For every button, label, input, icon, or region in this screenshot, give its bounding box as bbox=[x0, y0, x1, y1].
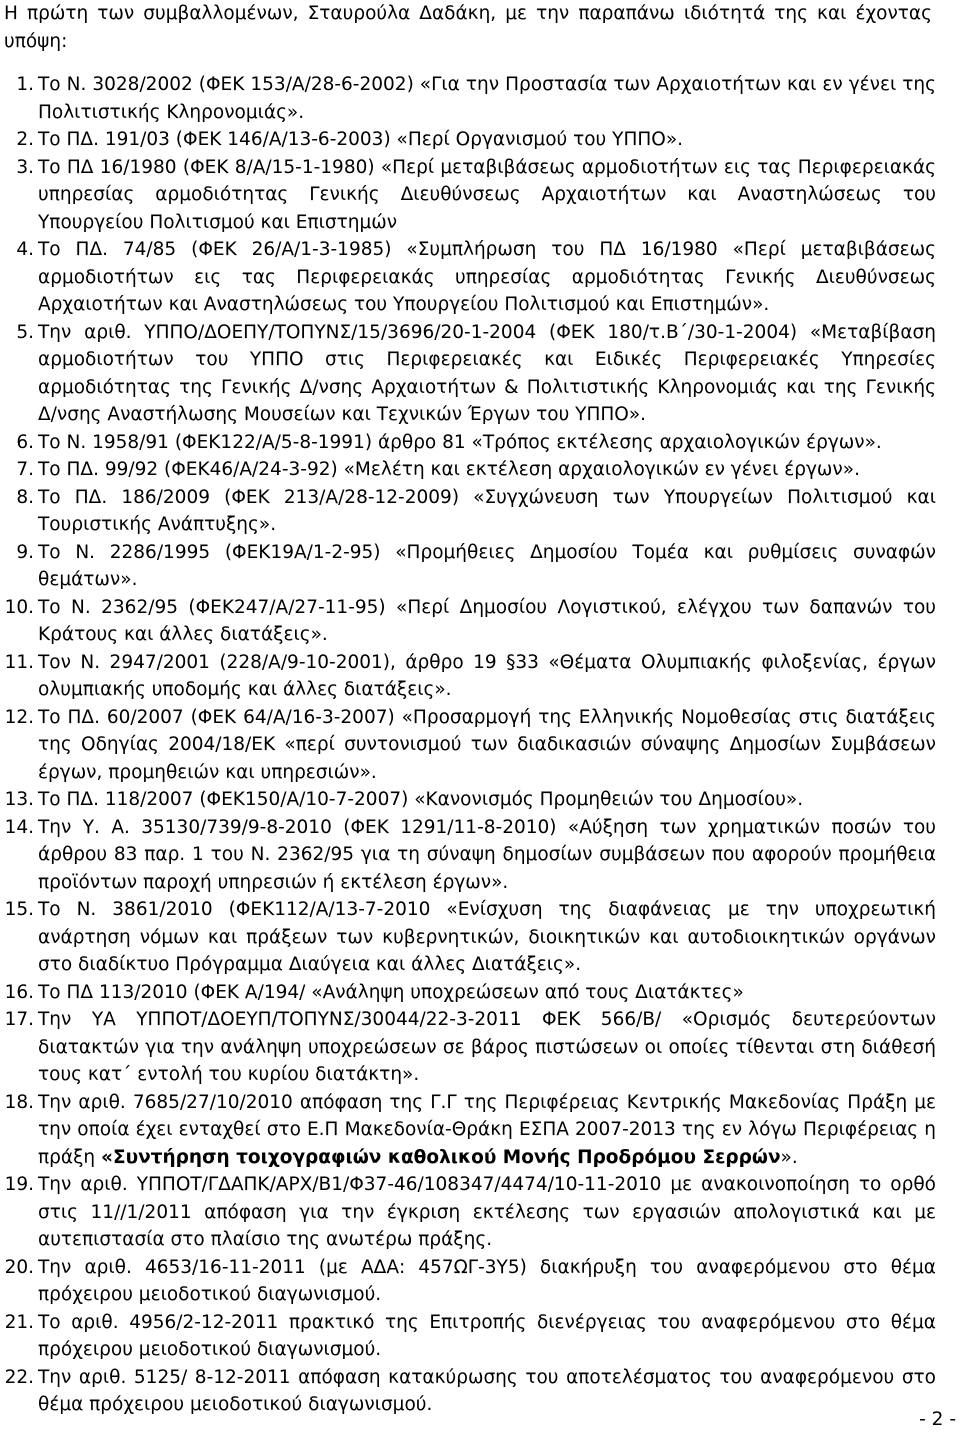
list-item-number: 2. bbox=[16, 129, 34, 150]
list-item-text: Το Ν. 3028/2002 (ΦΕΚ 153/Α/28-6-2002) «Για την Προστασία των Αρχαιοτήτων και εν γένει της Πολιτιστικής Κληρονομιάς». bbox=[38, 74, 936, 123]
list-item bbox=[0, 594, 936, 649]
list-item bbox=[0, 429, 936, 457]
list-item-bold-text: «Συντήρηση τοιχογραφιών καθολικού Μονής Προδρόμου Σερρών bbox=[101, 1146, 781, 1168]
list-item-number: 8. bbox=[16, 486, 34, 508]
page-number: - 2 - bbox=[919, 1409, 956, 1430]
list-item-text: Το Ν. 1958/91 (ΦΕΚ122/Α/5-8-1991) άρθρο 81 «Τρόπος εκτέλεσης αρχαιολογικών έργων». bbox=[38, 431, 882, 453]
list-item-text: Το Ν. 3861/2010 (ΦΕΚ112/Α/13-7-2010 «Ενίσχυση της διαφάνειας με την υποχρεωτική ανάρτηση νόμων και πράξεων των κυβερνητικών, διοικητικών και αυτοδιοικητικών οργάνων στο διαδίκτυο Πρόγραμμα Διαύγεια και άλλες Διατάξεις». bbox=[38, 899, 936, 975]
legal-references-list bbox=[0, 71, 936, 1419]
list-item-number: 19. bbox=[4, 1174, 34, 1195]
list-item-number: 9. bbox=[16, 541, 34, 563]
list-item-text: Το ΠΔ. 191/03 (ΦΕΚ 146/Α/13-6-2003) «Περί Οργανισμού του ΥΠΠΟ». bbox=[38, 129, 684, 150]
list-item-number: 12. bbox=[4, 706, 34, 728]
list-item bbox=[0, 1089, 936, 1172]
list-item-number: 3. bbox=[16, 156, 34, 178]
list-item-number: 21. bbox=[4, 1311, 34, 1333]
list-item-number: 11. bbox=[4, 651, 34, 673]
list-item-text: Το ΠΔ. 118/2007 (ΦΕΚ150/Α/10-7-2007) «Κανονισμός Προμηθειών του Δημοσίου». bbox=[38, 789, 804, 810]
list-item bbox=[0, 71, 936, 126]
list-item bbox=[0, 236, 936, 319]
list-item-text: Το ΠΔ 16/1980 (ΦΕΚ 8/Α/15-1-1980) «Περί μεταβιβάσεως αρμοδιοτήτων εις τας Περιφερειακάς υπηρεσίας αρμοδιότητας Γενικής Διευθύνσεως Αρχαιοτήτων και Αναστηλώσεως του Υπουργείου Πολιτισμού και Επιστημών bbox=[38, 156, 936, 233]
list-item-number: 4. bbox=[16, 239, 34, 260]
list-item-number: 16. bbox=[4, 981, 34, 1003]
intro-paragraph: Η πρώτη των συμβαλλομένων, Σταυρούλα Δαδάκη, με την παραπάνω ιδιότητά της και έχοντας υπόψη: bbox=[4, 3, 932, 52]
list-item bbox=[0, 649, 936, 704]
list-item bbox=[0, 154, 936, 237]
list-item bbox=[0, 786, 936, 814]
list-item-text: Το Ν. 2362/95 (ΦΕΚ247/Α/27-11-95) «Περί Δημοσίου Λογιστικού, ελέγχου των δαπανών του Κράτους και άλλες διατάξεις». bbox=[38, 596, 936, 645]
list-item-number: 13. bbox=[4, 789, 34, 810]
list-item-number: 5. bbox=[16, 321, 34, 343]
list-item-number: 20. bbox=[4, 1256, 34, 1278]
list-item-number: 18. bbox=[4, 1091, 34, 1113]
list-item-text: Την αριθ. ΥΠΠΟΤ/ΓΔΑΠΚ/ΑΡΧ/Β1/Φ37-46/108347/4474/10-11-2010 με ανακοινοποίηση το ορθό στις 11//1/2011 απόφαση για την έγκριση εκτέλεσης των εργασιών απολογιστικά και με αυτεπιστασία στο πλαίσιο της ανωτέρω πράξης. bbox=[38, 1174, 936, 1250]
list-item-text: Τον Ν. 2947/2001 (228/Α/9-10-2001), άρθρο 19 §33 «Θέματα Ολυμπιακής φιλοξενίας, έργων ολυμπιακής υποδομής και άλλες διατάξεις». bbox=[38, 651, 936, 700]
list-item bbox=[0, 484, 936, 539]
list-item-number: 15. bbox=[4, 899, 34, 920]
list-item bbox=[0, 1254, 936, 1309]
list-item-text: Το ΠΔ. 60/2007 (ΦΕΚ 64/Α/16-3-2007) «Προσαρμογή της Ελληνικής Νομοθεσίας στις διατάξεις της Οδηγίας 2004/18/ΕΚ «περί συντονισμού των διαδικασιών σύναψης Δημοσίων Συμβάσεων έργων, προμηθειών και υπηρεσιών». bbox=[38, 706, 936, 783]
list-item bbox=[0, 896, 936, 979]
list-item-text-end: ». bbox=[780, 1146, 798, 1168]
list-item-text: Την αριθ. 7685/27/10/2010 απόφαση της Γ.Γ της Περιφέρειας Κεντρικής Μακεδονίας Πράξη με την οποία έχει ενταχθεί στο Ε.Π Μακεδονία-Θράκη ΕΣΠΑ 2007-2013 της εν λόγω Περιφέρειας η πράξη bbox=[38, 1091, 936, 1168]
list-item bbox=[0, 704, 936, 787]
list-item-number: 6. bbox=[16, 431, 34, 453]
list-item-number: 10. bbox=[4, 596, 34, 618]
list-item-number: 17. bbox=[4, 1009, 34, 1030]
list-item-number: 14. bbox=[4, 816, 34, 838]
list-item bbox=[0, 1309, 936, 1364]
list-item bbox=[0, 456, 936, 484]
list-item-text: Το ΠΔ. 74/85 (ΦΕΚ 26/Α/1-3-1985) «Συμπλήρωση του ΠΔ 16/1980 «Περί μεταβιβάσεως αρμοδιοτήτων εις τας Περιφερειακάς υπηρεσίας αρμοδιότητας Γενικής Διευθύνσεως Αρχαιοτήτων και Αναστηλώσεως του Υπουργείου Πολιτισμού και Επιστημών». bbox=[38, 239, 936, 315]
list-item bbox=[0, 126, 936, 154]
list-item-number: 1. bbox=[16, 74, 34, 95]
list-item-number: 7. bbox=[16, 459, 34, 480]
list-item-text: Το ΠΔ 113/2010 (ΦΕΚ Α/194/ «Ανάληψη υποχρεώσεων από τους Διατάκτες» bbox=[38, 981, 744, 1003]
list-item-text: Το ΠΔ. 99/92 (ΦΕΚ46/Α/24-3-92) «Μελέτη και εκτέλεση αρχαιολογικών εν γένει έργων». bbox=[38, 459, 860, 480]
list-item-text: Την αριθ. ΥΠΠΟ/ΔΟΕΠΥ/ΤΟΠΥΝΣ/15/3696/20-1-2004 (ΦΕΚ 180/τ.Β΄/30-1-2004) «Μεταβίβαση αρμοδιοτήτων του ΥΠΠΟ στις Περιφερειακές και Ειδικές Περιφερειακές Υπηρεσίες αρμοδιότητας της Γενικής Δ/νσης Αρχαιοτήτων & Πολιτιστικής Κληρονομιάς και της Γενικής Δ/νσης Αναστήλωσης Μουσείων και Τεχνικών Έργων του ΥΠΠΟ». bbox=[38, 321, 936, 425]
list-item-text: Την αριθ. 5125/ 8-12-2011 απόφαση κατακύρωσης του αποτελέσματος του αναφερόμενου στο θέμα πρόχειρου μειοδοτικού διαγωνισμού. bbox=[38, 1366, 936, 1415]
list-item bbox=[0, 1171, 936, 1254]
list-item-text: Την αριθ. 4653/16-11-2011 (με ΑΔΑ: 457ΩΓ-3Υ5) διακήρυξη του αναφερόμενου στο θέμα πρόχειρου μειοδοτικού διαγωνισμού. bbox=[38, 1256, 936, 1305]
list-item bbox=[0, 1006, 936, 1089]
list-item-text: Το αριθ. 4956/2-12-2011 πρακτικό της Επιτροπής διενέργειας του αναφερόμενου στο θέμα πρόχειρου μειοδοτικού διαγωνισμού. bbox=[38, 1311, 936, 1360]
list-item-text: Την ΥΑ ΥΠΠΟΤ/ΔΟΕΥΠ/ΤΟΠΥΝΣ/30044/22-3-2011 ΦΕΚ 566/Β/ «Ορισμός δευτερεύοντων διατακτών για την ανάληψη υποχρεώσεων σε βάρος πιστώσεων οι οποίες τίθενται στη διάθεσή τους κατ΄ εντολή του κυρίου διατάκτη». bbox=[38, 1009, 936, 1085]
list-item bbox=[0, 319, 936, 429]
list-item-text: Το ΠΔ. 186/2009 (ΦΕΚ 213/Α/28-12-2009) «Συγχώνευση των Υπουργείων Πολιτισμού και Τουριστικής Ανάπτυξης». bbox=[38, 486, 936, 535]
list-item-text: Το Ν. 2286/1995 (ΦΕΚ19Α/1-2-95) «Προμήθειες Δημοσίου Τομέα και ρυθμίσεις συναφών θεμάτων». bbox=[38, 541, 936, 590]
list-item-number: 22. bbox=[4, 1366, 34, 1388]
list-item bbox=[0, 814, 936, 897]
list-item-text: Την Υ. Α. 35130/739/9-8-2010 (ΦΕΚ 1291/11-8-2010) «Αύξηση των χρηματικών ποσών του άρθρου 83 παρ. 1 του Ν. 2362/95 για τη σύναψη δημοσίων συμβάσεων που αφορούν προμήθεια προϊόντων παροχή υπηρεσιών ή εκτέλεση έργων». bbox=[38, 816, 936, 893]
list-item bbox=[0, 539, 936, 594]
list-item bbox=[0, 979, 936, 1007]
list-item bbox=[0, 1364, 936, 1419]
